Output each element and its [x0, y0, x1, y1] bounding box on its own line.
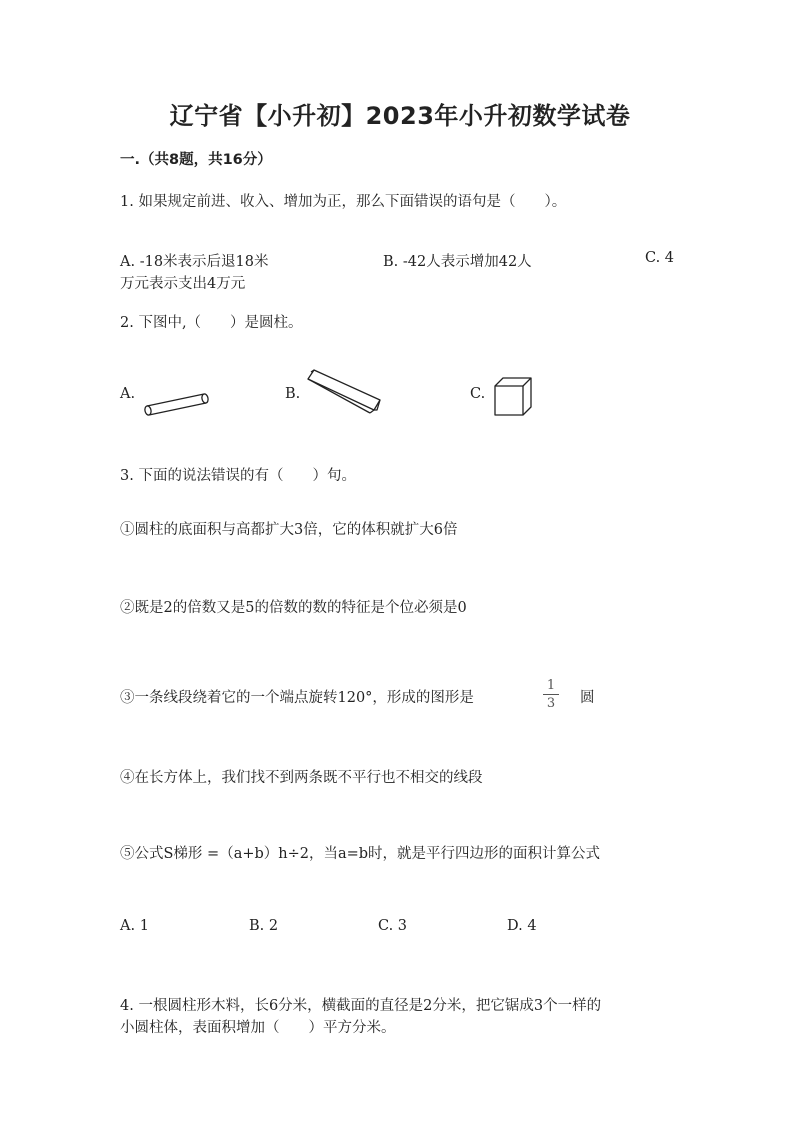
section-heading: 一.（共8题，共16分） — [120, 152, 272, 168]
q3-stem: 3. 下面的说法错误的有（ ）句。 — [120, 468, 356, 484]
cylinder-rod-figure — [140, 388, 215, 420]
q3-option-b: B. 2 — [249, 918, 279, 934]
q4-stem-line-1: 4. 一根圆柱形木料，长6分米，横截面的直径是2分米，把它锯成3个一样的 — [120, 998, 602, 1014]
fraction-one-third — [543, 678, 559, 711]
q3-statement-5: ⑤公式S梯形 =（a+b）h÷2，当a=b时，就是平行四边形的面积计算公式 — [120, 846, 601, 862]
cube-figure — [493, 376, 535, 418]
fraction-numerator: 1 — [546, 678, 556, 693]
fraction-denominator: 3 — [546, 696, 556, 711]
q3-option-a: A. 1 — [120, 918, 149, 934]
q3-statement-2: ②既是2的倍数又是5的倍数的数的特征是个位必须是0 — [120, 600, 467, 616]
q3-statement-1: ①圆柱的底面积与高都扩大3倍，它的体积就扩大6倍 — [120, 522, 458, 538]
q3-statement-3: ③一条线段绕着它的一个端点旋转120°，形成的图形是 — [120, 690, 474, 706]
q1-option-b: B. -42人表示增加42人 — [383, 254, 532, 270]
q1-option-c: C. 4 — [645, 250, 675, 266]
fraction-bar — [543, 694, 559, 695]
q3-statement-3-suffix: 圆 — [580, 690, 595, 706]
q2-stem: 2. 下图中,（ ）是圆柱。 — [120, 315, 303, 331]
q2-option-b-label: B. — [285, 386, 301, 402]
q1-option-c-continued: 万元表示支出4万元 — [120, 276, 246, 292]
page-title: 辽宁省【小升初】2023年小升初数学试卷 — [169, 102, 631, 130]
q3-option-c: C. 3 — [378, 918, 408, 934]
q1-option-a: A. -18米表示后退18米 — [120, 254, 269, 270]
q3-statement-4: ④在长方体上，我们找不到两条既不平行也不相交的线段 — [120, 770, 483, 786]
q2-option-a-label: A. — [120, 386, 136, 402]
q2-option-c-label: C. — [470, 386, 486, 402]
q1-stem: 1. 如果规定前进、收入、增加为正，那么下面错误的语句是（ ）。 — [120, 194, 567, 210]
q4-stem-line-2: 小圆柱体，表面积增加（ ）平方分米。 — [120, 1020, 396, 1036]
triangular-prism-figure — [303, 368, 383, 420]
q3-option-d: D. 4 — [507, 918, 537, 934]
